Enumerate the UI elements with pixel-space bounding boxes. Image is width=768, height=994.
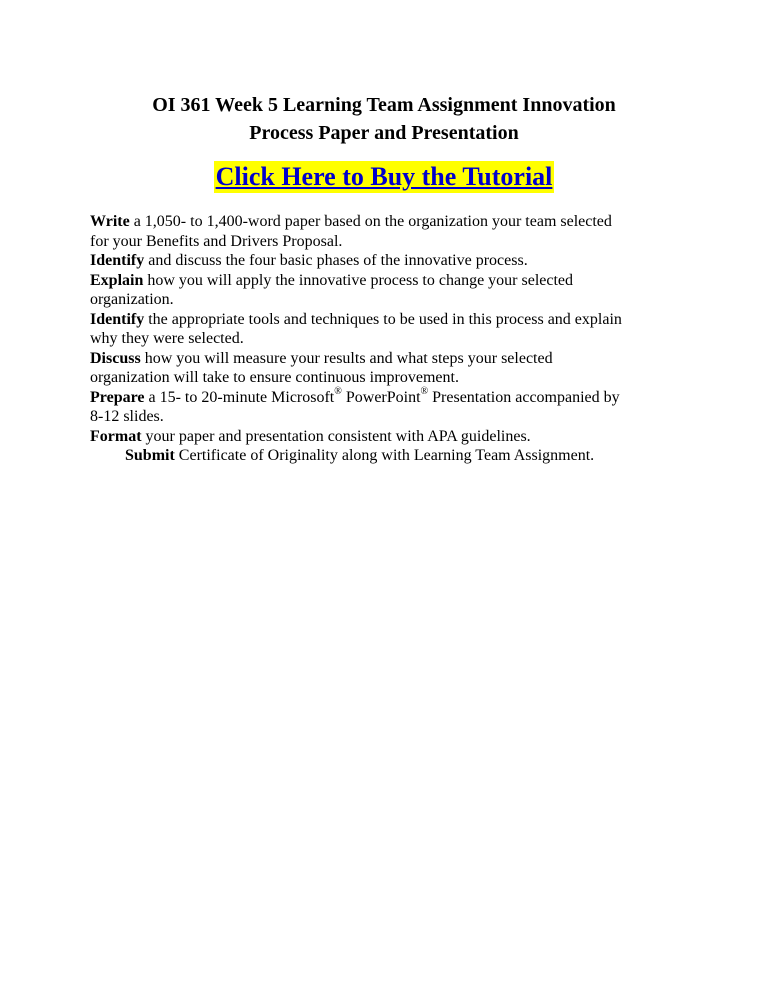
instruction-line bbox=[90, 388, 690, 408]
registered-mark: ® bbox=[420, 386, 429, 398]
instruction-text: how you will apply the innovative process to change your selected bbox=[143, 271, 574, 289]
instruction-keyword: Discuss bbox=[90, 349, 141, 367]
instruction-line bbox=[90, 290, 690, 310]
instruction-text: organization. bbox=[90, 291, 174, 308]
instruction-keyword: Identify bbox=[90, 310, 145, 328]
assignment-instructions bbox=[90, 212, 690, 466]
title-line-1: OI 361 Week 5 Learning Team Assignment Innovation bbox=[152, 94, 616, 116]
instruction-line bbox=[90, 446, 690, 466]
instruction-keyword: Write bbox=[90, 213, 130, 230]
instruction-text: how you will measure your results and what steps your selected bbox=[140, 349, 553, 367]
instruction-text: for your Benefits and Drivers Proposal. bbox=[90, 232, 343, 250]
instruction-line bbox=[90, 329, 690, 349]
instruction-line bbox=[90, 349, 690, 369]
instruction-text: why they were selected. bbox=[90, 330, 244, 347]
instruction-line bbox=[90, 427, 690, 447]
instruction-keyword: Submit bbox=[125, 447, 175, 464]
instruction-line bbox=[90, 407, 690, 427]
title-line-2: Process Paper and Presentation bbox=[249, 122, 519, 144]
instruction-text: a 1,050- to 1,400-word paper based on the organization your team selected bbox=[129, 213, 612, 230]
instruction-keyword: Format bbox=[90, 427, 142, 445]
instruction-line bbox=[90, 310, 690, 330]
instruction-line bbox=[90, 251, 690, 271]
instruction-line bbox=[90, 212, 690, 232]
instruction-line bbox=[90, 271, 690, 291]
instruction-line bbox=[90, 368, 690, 388]
instruction-keyword: Prepare bbox=[90, 388, 145, 406]
registered-mark: ® bbox=[334, 386, 342, 398]
instruction-text: organization will take to ensure continuous improvement. bbox=[90, 369, 459, 386]
instruction-text: PowerPoint bbox=[341, 388, 421, 406]
instruction-text: the appropriate tools and techniques to be used in this process and explain bbox=[144, 310, 622, 328]
buy-tutorial-link[interactable]: Click Here to Buy the Tutorial bbox=[215, 162, 553, 191]
document-title bbox=[0, 91, 768, 147]
instruction-text: Certificate of Originality along with Learning Team Assignment. bbox=[174, 447, 595, 464]
instruction-line bbox=[90, 232, 690, 252]
instruction-text: a 15- to 20-minute Microsoft bbox=[144, 388, 335, 406]
instruction-text: your paper and presentation consistent with APA guidelines. bbox=[141, 427, 531, 445]
instruction-text: and discuss the four basic phases of the innovative process. bbox=[144, 252, 528, 269]
cta-container bbox=[0, 161, 768, 193]
instruction-text: 8-12 slides. bbox=[90, 408, 164, 425]
instruction-text: Presentation accompanied by bbox=[428, 388, 620, 406]
instruction-keyword: Explain bbox=[90, 271, 144, 289]
instruction-keyword: Identify bbox=[90, 252, 145, 269]
